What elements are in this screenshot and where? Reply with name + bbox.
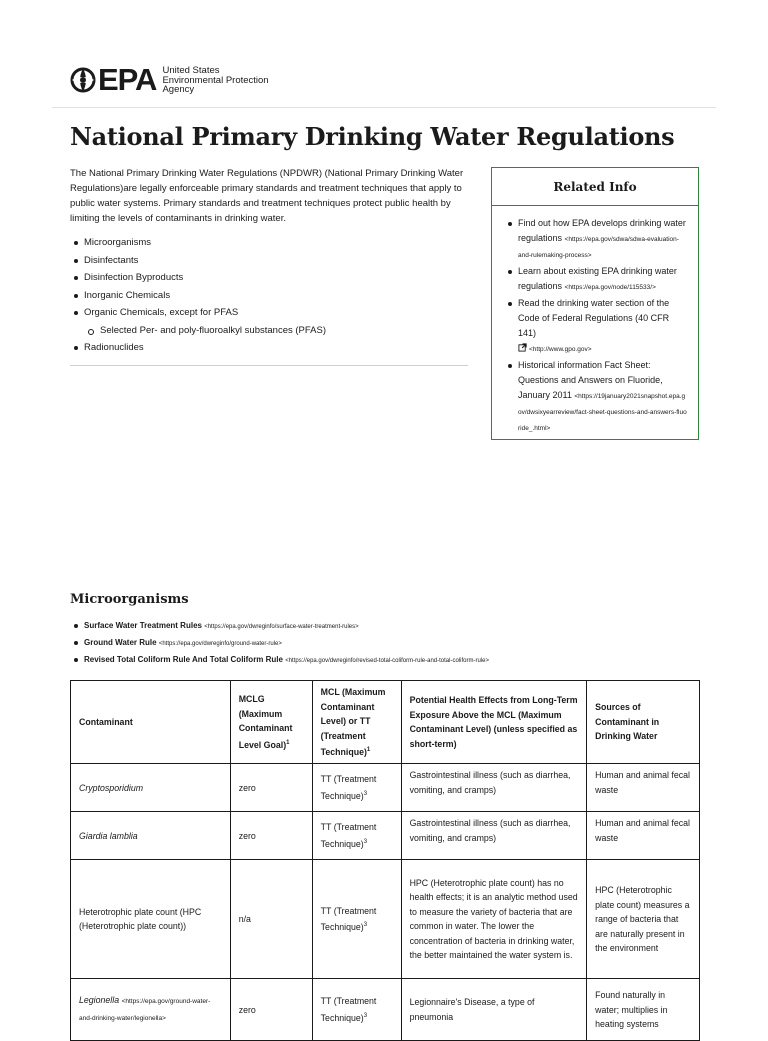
- cell-mcl: [312, 764, 401, 812]
- cell-sources: Human and animal fecal waste: [587, 812, 700, 860]
- toc-link-inorganic-chemicals[interactable]: Inorganic Chemicals: [70, 287, 326, 305]
- related-item-text[interactable]: Find out how EPA develops drinking water regulations: [518, 218, 686, 243]
- cell-contaminant: Heterotrophic plate count (HPC (Heterotrophic plate count)): [71, 860, 231, 979]
- contaminants-table: [70, 680, 700, 1041]
- rules-list: [70, 618, 489, 669]
- related-item[interactable]: [506, 296, 688, 357]
- related-item-url: <https://epa.gov/sdwa/sdwa-evaluation-and-rulemaking-process>: [518, 236, 679, 259]
- cell-mclg: n/a: [230, 860, 312, 979]
- agency-line-1: United States: [162, 65, 220, 76]
- contaminant-link[interactable]: Legionella: [79, 995, 120, 1006]
- table-row: [71, 812, 700, 860]
- toc-link-organic-chemicals[interactable]: Organic Chemicals, except for PFAS: [70, 304, 326, 322]
- cell-contaminant: [71, 979, 231, 1041]
- footnote-ref: 1: [366, 747, 371, 753]
- site-header: [52, 52, 716, 108]
- header-mcl: [312, 681, 401, 764]
- related-item-url: <http://www.gpo.gov>: [529, 346, 592, 353]
- cell-mclg: zero: [230, 812, 312, 860]
- cell-sources: Found naturally in water; multiplies in heating systems: [587, 979, 700, 1041]
- cell-health-effects: Gastrointestinal illness (such as diarrhea, vomiting, and cramps): [401, 764, 587, 812]
- footnote-ref: 3: [363, 1012, 368, 1019]
- agency-line-3: Agency: [162, 84, 195, 95]
- intro-paragraph: The National Primary Drinking Water Regulations (NPDWR) (National Primary Drinking Water Regulations)are legally enforceable primary standards and treatment techniques that apply to public water systems. Primary standards and treatment techniques protect public health by limiting the levels of contaminants in drinking water.: [70, 168, 464, 224]
- related-info-title: Related Info: [492, 168, 698, 206]
- header-mcl-text: MCL (Maximum Contaminant Level) or TT (Treatment Technique): [320, 687, 386, 757]
- related-item-text[interactable]: Read the drinking water section of the Code of Federal Regulations (40 CFR 141): [518, 298, 670, 338]
- toc-link-radionuclides[interactable]: Radionuclides: [70, 339, 326, 357]
- related-item-url: <https://epa.gov/node/115533/>: [564, 284, 656, 291]
- epa-flower-icon: [70, 66, 96, 94]
- table-row: [71, 764, 700, 812]
- header-health-effects: Potential Health Effects from Long-Term Exposure Above the MCL (Maximum Contaminant Level) (unless specified as short-term): [401, 681, 587, 764]
- mcl-text: TT (Treatment Technique): [320, 996, 377, 1023]
- cell-sources: HPC (Heterotrophic plate count) measures a range of bacteria that are naturally present in the environment: [587, 860, 700, 979]
- rule-link[interactable]: [70, 635, 489, 652]
- contaminant-name: Giardia lamblia: [79, 830, 138, 841]
- cell-health-effects: HPC (Heterotrophic plate count) has no health effects; it is an analytic method used to measure the variety of bacteria that are common in water. The lower the concentration of bacteria in drinking water, the better maintained the water system is.: [401, 860, 587, 979]
- header-mclg: [230, 681, 312, 764]
- cell-mcl: [312, 812, 401, 860]
- mcl-text: TT (Treatment Technique): [320, 905, 377, 933]
- toc-link-pfas[interactable]: Selected Per- and poly-fluoroalkyl substances (PFAS): [70, 322, 326, 340]
- header-mclg-text: MCLG (Maximum Contaminant Level Goal): [238, 694, 293, 750]
- header-sources: Sources of Contaminant in Drinking Water: [587, 681, 700, 764]
- footnote-ref: 3: [363, 922, 368, 929]
- logo-wordmark: EPA: [98, 62, 157, 98]
- footnote-ref: 3: [363, 838, 368, 845]
- cell-sources: Human and animal fecal waste: [587, 764, 700, 812]
- cell-health-effects: Gastrointestinal illness (such as diarrhea, vomiting, and cramps): [401, 812, 587, 860]
- related-item-url: <https://19january2021snapshot.epa.gov/dwsixyearreview/fact-sheet-questions-and-answers-fluoride_.html>: [518, 393, 687, 432]
- cell-health-effects: Legionnaire's Disease, a type of pneumonia: [401, 979, 587, 1041]
- table-header-row: [71, 681, 700, 764]
- rule-link[interactable]: [70, 618, 489, 635]
- rule-url: <https://epa.gov/dwreginfo/surface-water-treatment-rules>: [204, 624, 359, 630]
- rule-url: <https://epa.gov/dwreginfo/ground-water-rule>: [158, 641, 282, 647]
- table-row: [71, 979, 700, 1041]
- rule-label[interactable]: Surface Water Treatment Rules: [84, 621, 202, 630]
- rule-label[interactable]: Revised Total Coliform Rule And Total Coliform Rule: [84, 655, 283, 664]
- cell-contaminant: [71, 764, 231, 812]
- related-info-box: [491, 167, 699, 440]
- related-item[interactable]: [506, 358, 688, 436]
- footnote-ref: 1: [286, 739, 290, 746]
- rule-url: <https://epa.gov/dwreginfo/revised-total-coliform-rule-and-total-coliform-rule>: [285, 658, 489, 664]
- section-heading: Microorganisms: [70, 592, 189, 607]
- external-link-icon: [518, 343, 527, 352]
- agency-name: [162, 66, 268, 95]
- toc-link-disinfectants[interactable]: Disinfectants: [70, 252, 326, 270]
- table-row: [71, 860, 700, 979]
- cell-mclg: zero: [230, 979, 312, 1041]
- mcl-text: TT (Treatment Technique): [320, 774, 377, 801]
- agency-line-2: Environmental Protection: [162, 74, 269, 86]
- mcl-text: TT (Treatment Technique): [320, 822, 377, 849]
- table-of-contents: [70, 234, 326, 357]
- contaminant-name: Cryptosporidium: [79, 782, 144, 793]
- header-contaminant: Contaminant: [71, 681, 231, 764]
- cell-contaminant: [71, 812, 231, 860]
- related-item-text[interactable]: Learn about existing EPA drinking water regulations: [518, 266, 677, 291]
- toc-link-disinfection-byproducts[interactable]: Disinfection Byproducts: [70, 269, 326, 287]
- related-item[interactable]: [506, 216, 688, 263]
- footnote-ref: 3: [363, 790, 368, 797]
- rule-link[interactable]: [70, 652, 489, 669]
- cell-mcl: [312, 979, 401, 1041]
- rule-label[interactable]: Ground Water Rule: [84, 638, 157, 647]
- contaminant-url: <https://epa.gov/ground-water-and-drinking-water/legionella>: [79, 998, 211, 1022]
- page-title: National Primary Drinking Water Regulations: [70, 122, 675, 151]
- cell-mclg: zero: [230, 764, 312, 812]
- cell-mcl: [312, 860, 401, 979]
- related-item-text[interactable]: Historical information Fact Sheet: Questions and Answers on Fluoride, January 2011: [518, 360, 663, 400]
- epa-logo[interactable]: [70, 62, 269, 98]
- section-divider: [70, 365, 468, 366]
- toc-link-microorganisms[interactable]: Microorganisms: [70, 234, 326, 252]
- related-item[interactable]: [506, 264, 688, 295]
